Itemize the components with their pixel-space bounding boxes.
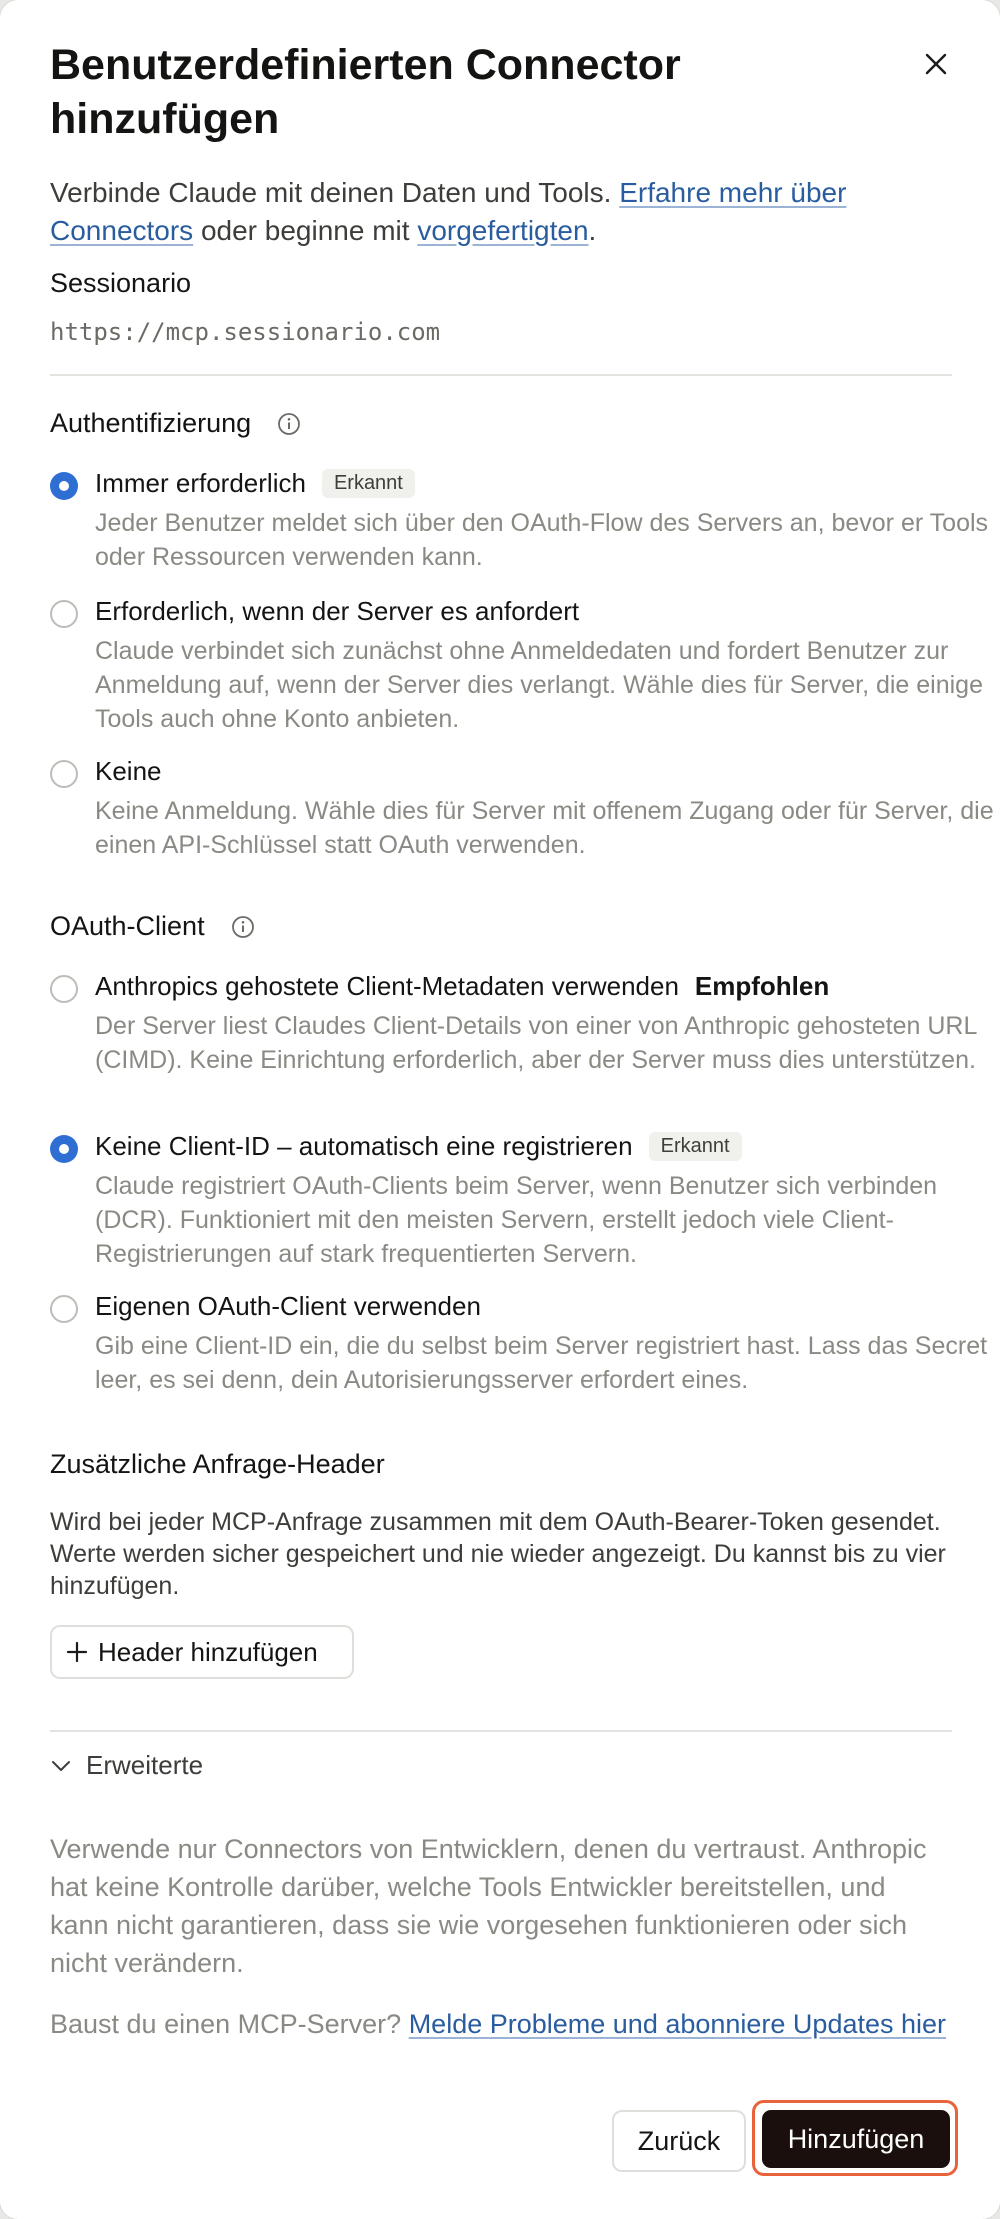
connector-name: Sessionario <box>50 268 192 298</box>
trust-warning: Verwende nur Connectors von Entwicklern, denen du vertraust. Anthropic hat keine Kontrolle darüber, welche Tools Entwickler bereitstellen, und kann nicht garantieren, dass sie wie vorgesehen funktionieren oder sich nicht verändern. <box>50 1834 927 1978</box>
learn-more-link[interactable]: Erfahre mehr über Connectors <box>50 177 847 246</box>
detected-badge: Erkannt <box>649 1132 742 1161</box>
info-icon[interactable] <box>277 412 301 436</box>
advanced-toggle[interactable]: Erweiterte <box>50 1750 203 1781</box>
radio-button[interactable] <box>50 472 78 500</box>
back-button[interactable]: Zurück <box>612 2110 746 2172</box>
add-header-button[interactable]: Header hinzufügen <box>50 1625 354 1679</box>
build-mcp-note: Baust du einen MCP-Server? Melde Probleme und abonniere Updates hier <box>50 2009 947 2039</box>
divider <box>50 1730 952 1732</box>
intro-text: Verbinde Claude mit deinen Daten und Tools. Erfahre mehr über Connectors oder beginne mit vorgefertigten. <box>50 177 847 246</box>
radio-button[interactable] <box>50 760 78 788</box>
dialog-title: Benutzerdefinierten Connector hinzufügen <box>50 41 681 143</box>
prebuilt-link[interactable]: vorgefertigten <box>417 215 589 246</box>
radio-button[interactable] <box>50 975 78 1003</box>
radio-button[interactable] <box>50 1295 78 1323</box>
info-icon[interactable] <box>231 915 255 939</box>
headers-section-title: Zusätzliche Anfrage-Header <box>50 1449 385 1479</box>
report-issues-link[interactable]: Melde Probleme und abonniere Updates hier <box>408 2009 947 2039</box>
add-connector-dialog: Benutzerdefinierten Connector hinzufügen Verbinde Claude mit deinen Daten und Tools. Erfahre mehr über Connectors oder beginne mit vorgefertigten. Sessionario https://mcp.sessionario.com Authentifizierung Immer erforderlich Erkannt Jeder Benutzer meldet sich über den OAuth-Flow des Servers an, bevor er Tools oder Ressourcen verwenden kann. Erforderlich, wenn der Server es anfordert Claude verbindet sich zunächst ohne Anmeldedaten und fordert Benutzer zur Anmeldung auf, wenn der Server dies verlangt. Wähle dies für Server, die einige Tools auch ohne Konto anbieten. Keine Keine Anmeldung. Wähle dies für Server mit offenem Zugang oder für Server, die einen API-Schlüssel statt OAuth verwenden. OAuth-Client Anthropics gehostete Client-Metadaten verwenden Empfohlen Der Server liest Claudes Client-Details von einer von Anthropic gehosteten URL (CIMD). Keine Einrichtung erforderlich, aber der Server muss dies unterstützen. Keine Client-ID – automatisch eine registrieren Erkannt Claude registriert OAuth-Clients beim Server, wenn Benutzer sich verbinden (DCR). Funktioniert mit den meisten Servern, erstellt jedoch viele Client-Registrierungen auf stark frequentierten Servern. Eigenen OAuth-Client verwenden Gib eine Client-ID ein, die du selbst beim Server registriert hast. Lass das Secret leer, es sei denn, dein Autorisierungsserver erfordert eines. Zusätzliche Anfrage-Header Wird bei jeder MCP-Anfrage zusammen mit dem OAuth-Bearer-Token gesendet. Werte werden sicher gespeichert und nie wieder angezeigt. Du kannst bis zu vier hinzufügen. Header hinzufügen Erweiterte Verwende nur Connectors von Entwicklern, denen du vertraust. Anthropic hat keine Kontrolle darüber, welche Tools Entwickler bereitstellen, und kann nicht garantieren, dass sie wie vorgesehen funktionieren oder sich nicht verändern. Baust du einen MCP-Server? Melde Probleme und abonniere Updates hier Zurück Hinzufügen <box>0 0 1000 2219</box>
detected-badge: Erkannt <box>322 469 415 498</box>
auth-section-title: Authentifizierung <box>50 408 301 439</box>
headers-description: Wird bei jeder MCP-Anfrage zusammen mit dem OAuth-Bearer-Token gesendet. Werte werden sicher gespeichert und nie wieder angezeigt. Du kannst bis zu vier hinzufügen. <box>50 1508 946 1600</box>
connector-url: https://mcp.sessionario.com <box>50 318 441 346</box>
divider <box>50 374 952 376</box>
plus-icon <box>66 1641 88 1663</box>
radio-button[interactable] <box>50 600 78 628</box>
close-icon <box>924 52 948 76</box>
oauth-section-title: OAuth-Client <box>50 911 255 942</box>
radio-button[interactable] <box>50 1135 78 1163</box>
close-button[interactable] <box>916 44 956 84</box>
add-button[interactable]: Hinzufügen <box>762 2110 950 2168</box>
chevron-down-icon <box>50 1755 72 1777</box>
recommended-tag: Empfohlen <box>694 971 830 1001</box>
